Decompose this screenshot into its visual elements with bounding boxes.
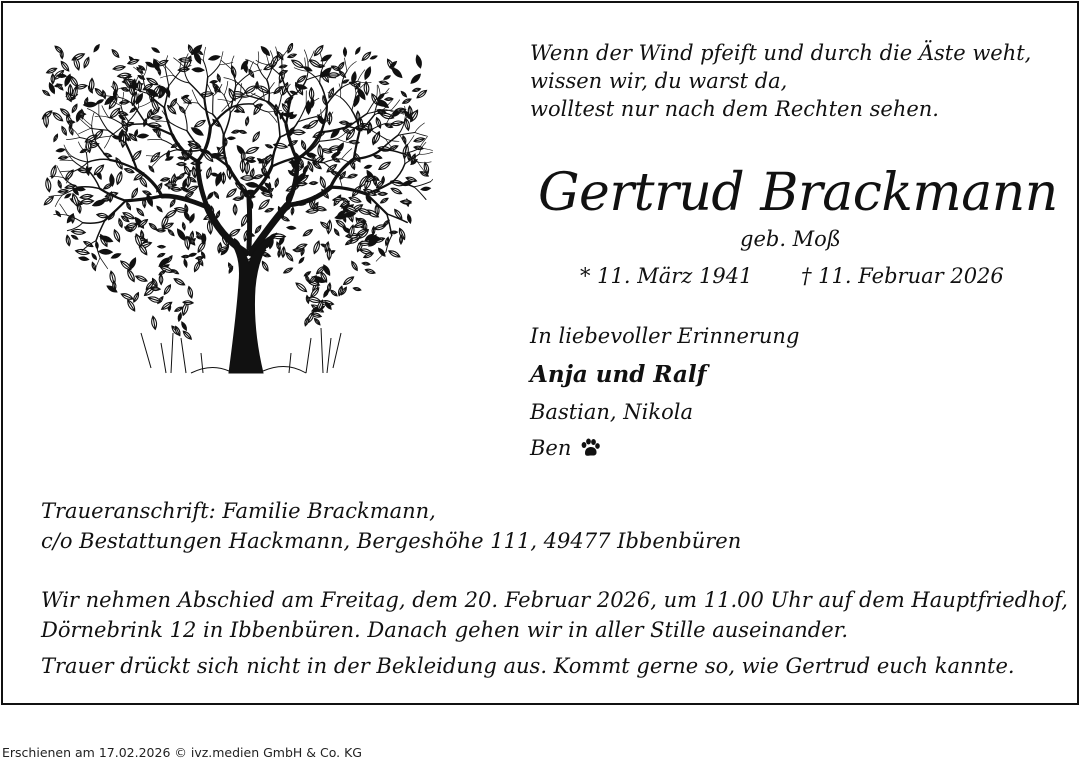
tree-leaf bbox=[113, 65, 126, 71]
tree-leaf bbox=[365, 268, 376, 275]
tree-leaf bbox=[343, 48, 346, 57]
tree-leaf bbox=[312, 240, 321, 254]
tree-leaf bbox=[300, 140, 307, 151]
tree-leaf bbox=[370, 55, 377, 60]
tree-leaf bbox=[337, 61, 346, 71]
tree-leaf bbox=[183, 259, 188, 268]
tree-leaf bbox=[313, 317, 321, 325]
tree-leaf bbox=[327, 73, 339, 78]
tree-leaf bbox=[306, 101, 311, 114]
tree-leaf bbox=[255, 103, 263, 107]
tree-leaf bbox=[65, 235, 71, 246]
service-line: Trauer drückt sich nicht in der Bekleidung aus. Kommt gerne so, wie Gertrud euch kannte. bbox=[41, 654, 1015, 678]
tree-leaf bbox=[265, 144, 273, 149]
tree-leaf bbox=[53, 134, 59, 143]
tree-leaf bbox=[313, 44, 325, 57]
tree-leaf bbox=[265, 207, 274, 213]
tree-leaf bbox=[211, 172, 219, 176]
tree-leaf bbox=[99, 249, 113, 254]
tree-leaf bbox=[256, 82, 259, 89]
tree-leaf bbox=[287, 226, 296, 230]
tree-leaf bbox=[245, 117, 250, 126]
tree-leaf bbox=[388, 249, 401, 259]
tree-leaf bbox=[60, 126, 67, 136]
tree-leaf bbox=[80, 199, 94, 205]
tree-branch bbox=[392, 164, 405, 182]
tree-leaf bbox=[48, 82, 56, 94]
tree-leaf bbox=[46, 67, 58, 75]
tree-branch bbox=[78, 128, 90, 134]
death-date: † 11. Februar 2026 bbox=[801, 264, 1004, 288]
tree-leaf bbox=[71, 103, 79, 113]
tree-leaf bbox=[79, 256, 89, 261]
tree-leaf bbox=[377, 93, 385, 101]
tree-leaf bbox=[342, 275, 355, 286]
tree-branch bbox=[415, 123, 425, 133]
tree-leaf bbox=[135, 274, 148, 283]
tree-leaf bbox=[71, 234, 79, 240]
tree-branch bbox=[419, 152, 432, 154]
tree-branch bbox=[415, 133, 428, 137]
tree-branch bbox=[139, 102, 151, 108]
tree-branch bbox=[91, 128, 108, 130]
tree-leaf bbox=[115, 171, 123, 185]
deceased-name: Gertrud Brackmann bbox=[538, 163, 1058, 223]
tree-leaf bbox=[279, 64, 287, 68]
tree-leaf bbox=[180, 321, 187, 331]
tree-branch bbox=[341, 97, 352, 110]
tree-leaf bbox=[71, 214, 74, 223]
tree-leaf bbox=[285, 251, 294, 262]
tree-branch bbox=[60, 204, 67, 215]
tree-leaf bbox=[304, 317, 310, 326]
tree-branch bbox=[96, 143, 110, 160]
tree-leaf bbox=[156, 205, 163, 212]
tree-leaf bbox=[283, 267, 293, 275]
tree-branch bbox=[358, 70, 365, 82]
tree-branch bbox=[220, 52, 223, 65]
tree-leaf bbox=[130, 187, 139, 199]
tree-leaf bbox=[68, 125, 74, 135]
tree-leaf bbox=[150, 116, 161, 120]
tree-leaf bbox=[160, 177, 169, 182]
tree-leaf bbox=[89, 78, 94, 91]
tree-leaf bbox=[148, 165, 155, 173]
tree-branch bbox=[165, 69, 168, 86]
tree-leaf bbox=[67, 120, 74, 123]
tree-leaf bbox=[245, 161, 250, 174]
tree-leaf bbox=[401, 200, 411, 204]
tree-leaf bbox=[112, 229, 121, 243]
tree-leaf bbox=[274, 178, 279, 188]
tree-leaf bbox=[160, 300, 173, 311]
tree-branch bbox=[55, 195, 62, 207]
tree-branch bbox=[198, 161, 208, 207]
address-line: Traueranschrift: Familie Brackmann, bbox=[41, 499, 436, 523]
tree-leaf bbox=[290, 58, 304, 70]
tree-leaf bbox=[136, 207, 145, 217]
tree-leaf bbox=[350, 260, 359, 271]
tree-leaf bbox=[96, 99, 104, 105]
tree-leaf bbox=[205, 167, 212, 179]
tree-branch bbox=[82, 117, 92, 126]
tree-leaf bbox=[51, 74, 54, 84]
tree-leaf bbox=[158, 245, 166, 248]
tree-leaf bbox=[167, 229, 175, 237]
tree-leaf bbox=[373, 154, 382, 159]
tree-branch bbox=[88, 159, 110, 162]
tree-leaf bbox=[253, 174, 263, 180]
tree-branch bbox=[398, 133, 415, 136]
service-line: Dörnebrink 12 in Ibbenbüren. Danach gehen wir in aller Stille auseinander. bbox=[41, 618, 849, 642]
tree-leaf bbox=[188, 253, 196, 258]
tree-leaf bbox=[421, 187, 431, 191]
tree-leaf bbox=[322, 289, 329, 298]
address-line: c/o Bestattungen Hackmann, Bergeshöhe 111, 49477 Ibbenbüren bbox=[41, 529, 742, 553]
tree-leaf bbox=[59, 107, 71, 117]
tree-leaf bbox=[306, 118, 320, 130]
tree-leaf bbox=[137, 134, 148, 139]
tree-leaf bbox=[173, 277, 186, 287]
tree-leaf bbox=[294, 281, 308, 293]
tree-leaf bbox=[287, 53, 296, 59]
tree-leaf bbox=[380, 197, 389, 204]
tree-leaf bbox=[327, 112, 332, 125]
tree-leaf bbox=[72, 86, 78, 98]
tree-leaf bbox=[127, 58, 139, 65]
tree-branch bbox=[218, 99, 231, 102]
mourner-name: Ben bbox=[530, 436, 572, 460]
tree-leaf bbox=[357, 207, 371, 216]
tree-leaf bbox=[171, 187, 182, 192]
tree-leaf bbox=[412, 87, 421, 92]
tree-leaf bbox=[333, 197, 344, 202]
mourners-primary: Anja und Ralf bbox=[530, 361, 707, 388]
tree-leaf bbox=[71, 229, 85, 235]
tree-leaf bbox=[278, 250, 281, 257]
service-info bbox=[41, 585, 1068, 681]
tree-leaf bbox=[402, 98, 412, 105]
tree-leaf bbox=[383, 75, 390, 81]
tree-leaf bbox=[45, 178, 52, 192]
tree-leaf bbox=[390, 66, 403, 79]
tree-branch bbox=[66, 138, 79, 140]
tree-leaf bbox=[103, 182, 113, 190]
tree-leaf bbox=[330, 289, 338, 297]
tree-leaf bbox=[169, 198, 176, 207]
tree-leaf bbox=[364, 164, 372, 169]
tree-leaf bbox=[186, 175, 191, 187]
tree-leaf bbox=[372, 226, 375, 234]
tree-branch bbox=[126, 196, 162, 201]
tree-leaf bbox=[291, 207, 294, 215]
tree-branch bbox=[64, 145, 72, 156]
tree-leaf bbox=[192, 67, 204, 72]
tree-leaf bbox=[354, 47, 361, 55]
tree-leaf bbox=[353, 287, 361, 292]
tree-leaf bbox=[302, 228, 313, 237]
tree-leaf bbox=[151, 47, 160, 54]
tree-leaf bbox=[348, 196, 361, 204]
tree-branch bbox=[342, 149, 352, 159]
tree-branch bbox=[331, 187, 367, 194]
tree-leaf bbox=[306, 295, 310, 303]
tree-branch bbox=[224, 113, 231, 136]
tree-leaf bbox=[190, 126, 204, 137]
tree-leaf bbox=[361, 51, 372, 62]
tree-leaf bbox=[241, 176, 254, 181]
tree-leaf bbox=[224, 138, 227, 146]
tree-leaf bbox=[91, 253, 98, 261]
tree-leaf bbox=[399, 235, 402, 244]
tree-leaf bbox=[182, 222, 186, 230]
tree-leaf bbox=[245, 145, 260, 155]
tree-leaf bbox=[159, 274, 163, 284]
heart-tree-illustration bbox=[41, 43, 433, 388]
tree-leaf bbox=[158, 270, 166, 276]
tree-leaf bbox=[340, 121, 349, 125]
tree-leaf bbox=[382, 176, 385, 183]
birth-date: * 11. März 1941 bbox=[580, 264, 753, 288]
tree-leaf bbox=[260, 45, 271, 57]
tree-leaf bbox=[292, 130, 306, 135]
tree-branch bbox=[203, 61, 207, 78]
tree-leaf bbox=[101, 90, 106, 99]
tree-leaf bbox=[182, 255, 190, 258]
tree-leaf bbox=[120, 292, 134, 301]
poem-line: wissen wir, du warst da, bbox=[530, 69, 788, 93]
obituary-frame bbox=[1, 1, 1079, 705]
tree-leaf bbox=[83, 240, 94, 248]
tree-leaf bbox=[359, 241, 371, 245]
tree-leaf bbox=[92, 198, 106, 207]
tree-leaf bbox=[286, 43, 294, 54]
tree-leaf bbox=[187, 286, 194, 298]
tree-leaf bbox=[208, 55, 220, 62]
tree-branch bbox=[224, 81, 228, 95]
tree-leaf bbox=[164, 209, 178, 220]
tree-branch bbox=[236, 74, 249, 86]
poem-line: wolltest nur nach dem Rechten sehen. bbox=[530, 97, 939, 121]
tree-branch bbox=[49, 195, 62, 196]
tree-leaf bbox=[231, 129, 239, 134]
tree-leaf bbox=[118, 218, 124, 228]
publication-footer: Erschienen am 17.02.2026 © ivz.medien GmbH & Co. KG bbox=[2, 745, 362, 760]
tree-leaf bbox=[111, 49, 120, 59]
tree-leaf bbox=[126, 202, 132, 210]
tree-leaf bbox=[56, 148, 65, 152]
tree-leaf bbox=[222, 172, 226, 183]
tree-branch bbox=[319, 139, 337, 142]
tree-leaf bbox=[228, 137, 235, 140]
tree-branch bbox=[175, 101, 184, 112]
tree-leaf bbox=[157, 252, 165, 258]
tree-leaf bbox=[177, 162, 186, 165]
tree-leaf bbox=[193, 119, 206, 129]
tree-leaf bbox=[187, 44, 194, 54]
tree-leaf bbox=[82, 57, 90, 69]
tree-leaf bbox=[227, 262, 233, 270]
tree-leaf bbox=[148, 222, 158, 231]
tree-leaf bbox=[295, 243, 307, 251]
tree-leaf bbox=[233, 204, 237, 215]
tree-leaf bbox=[400, 90, 407, 97]
tree-leaf bbox=[193, 260, 201, 272]
tree-leaf bbox=[233, 197, 243, 201]
tree-leaf bbox=[75, 248, 90, 255]
tree-branch bbox=[65, 150, 73, 161]
tree-branch bbox=[189, 83, 204, 99]
tree-leaf bbox=[363, 66, 372, 80]
tree-leaf bbox=[206, 191, 214, 200]
tree-leaf bbox=[268, 183, 271, 191]
tree-branch bbox=[92, 113, 94, 126]
paw-icon bbox=[579, 437, 601, 459]
tree-branch bbox=[376, 86, 377, 100]
tree-leaf bbox=[254, 225, 262, 234]
tree-branch bbox=[344, 58, 347, 71]
tree-leaf bbox=[57, 180, 62, 189]
tree-branch bbox=[104, 136, 110, 148]
tree-branch bbox=[272, 137, 280, 166]
tree-branch bbox=[277, 114, 280, 138]
tree-branch bbox=[95, 116, 109, 117]
mourning-address bbox=[41, 496, 741, 556]
mourners-tertiary bbox=[530, 436, 601, 460]
tree-branch bbox=[203, 47, 205, 60]
tree-leaf bbox=[93, 44, 101, 53]
tree-leaf bbox=[273, 85, 284, 95]
tree-leaf bbox=[132, 292, 140, 303]
tree-leaf bbox=[378, 192, 387, 195]
tree-branch bbox=[418, 162, 432, 163]
mourners-secondary: Bastian, Nikola bbox=[530, 400, 693, 424]
service-line: Wir nehmen Abschied am Freitag, dem 20. Februar 2026, um 11.00 Uhr auf dem Hauptfriedhof, bbox=[41, 588, 1068, 612]
tree-leaf bbox=[309, 181, 317, 184]
tree-leaf bbox=[319, 176, 327, 189]
tree-leaf bbox=[60, 50, 64, 59]
tree-branch bbox=[170, 123, 187, 131]
tree-leaf bbox=[55, 210, 61, 217]
tree-leaf bbox=[261, 260, 270, 271]
tree-branch bbox=[387, 214, 392, 236]
tree-branch bbox=[83, 220, 105, 223]
tree-leaf bbox=[163, 284, 173, 296]
tree-leaf bbox=[298, 257, 305, 264]
poem-line: Wenn der Wind pfeift und durch die Äste weht, bbox=[530, 41, 1032, 65]
tree-leaf bbox=[210, 80, 217, 83]
tree-leaf bbox=[415, 55, 423, 69]
tree-branch bbox=[102, 106, 109, 118]
tree-leaf bbox=[379, 80, 389, 85]
tree-leaf bbox=[281, 247, 286, 258]
tree-branch bbox=[406, 136, 414, 147]
tree-leaf bbox=[111, 252, 122, 259]
tree-leaf bbox=[333, 228, 340, 236]
tree-leaf bbox=[362, 262, 370, 266]
tree-leaf bbox=[42, 89, 51, 97]
tree-leaf bbox=[151, 316, 158, 330]
tree-leaf bbox=[213, 191, 219, 199]
tree-branch bbox=[184, 113, 187, 131]
tree-branch bbox=[431, 172, 434, 181]
tree-leaf bbox=[159, 89, 162, 97]
tree-branch bbox=[347, 62, 356, 72]
tree-branch bbox=[249, 198, 250, 248]
tree-leaf bbox=[378, 160, 392, 171]
tree-branch bbox=[99, 115, 108, 130]
tree-branch bbox=[134, 105, 146, 124]
tree-branch bbox=[414, 182, 431, 187]
tree-leaf bbox=[410, 73, 422, 85]
tree-branch bbox=[60, 160, 73, 161]
tree-branch bbox=[231, 104, 253, 108]
tree-leaf bbox=[126, 268, 137, 282]
memory-intro: In liebevoller Erinnerung bbox=[530, 324, 800, 348]
tree-branch bbox=[100, 258, 108, 269]
tree-branch bbox=[258, 52, 259, 65]
tree-leaf bbox=[309, 88, 314, 101]
maiden-name: geb. Moß bbox=[740, 227, 841, 251]
tree-leaf bbox=[177, 312, 182, 321]
tree-leaf bbox=[390, 187, 402, 196]
tree-leaf bbox=[182, 330, 193, 341]
tree-branch bbox=[148, 139, 162, 140]
poem bbox=[530, 39, 1031, 123]
tree-leaf bbox=[157, 68, 161, 76]
tree-leaf bbox=[251, 131, 261, 143]
